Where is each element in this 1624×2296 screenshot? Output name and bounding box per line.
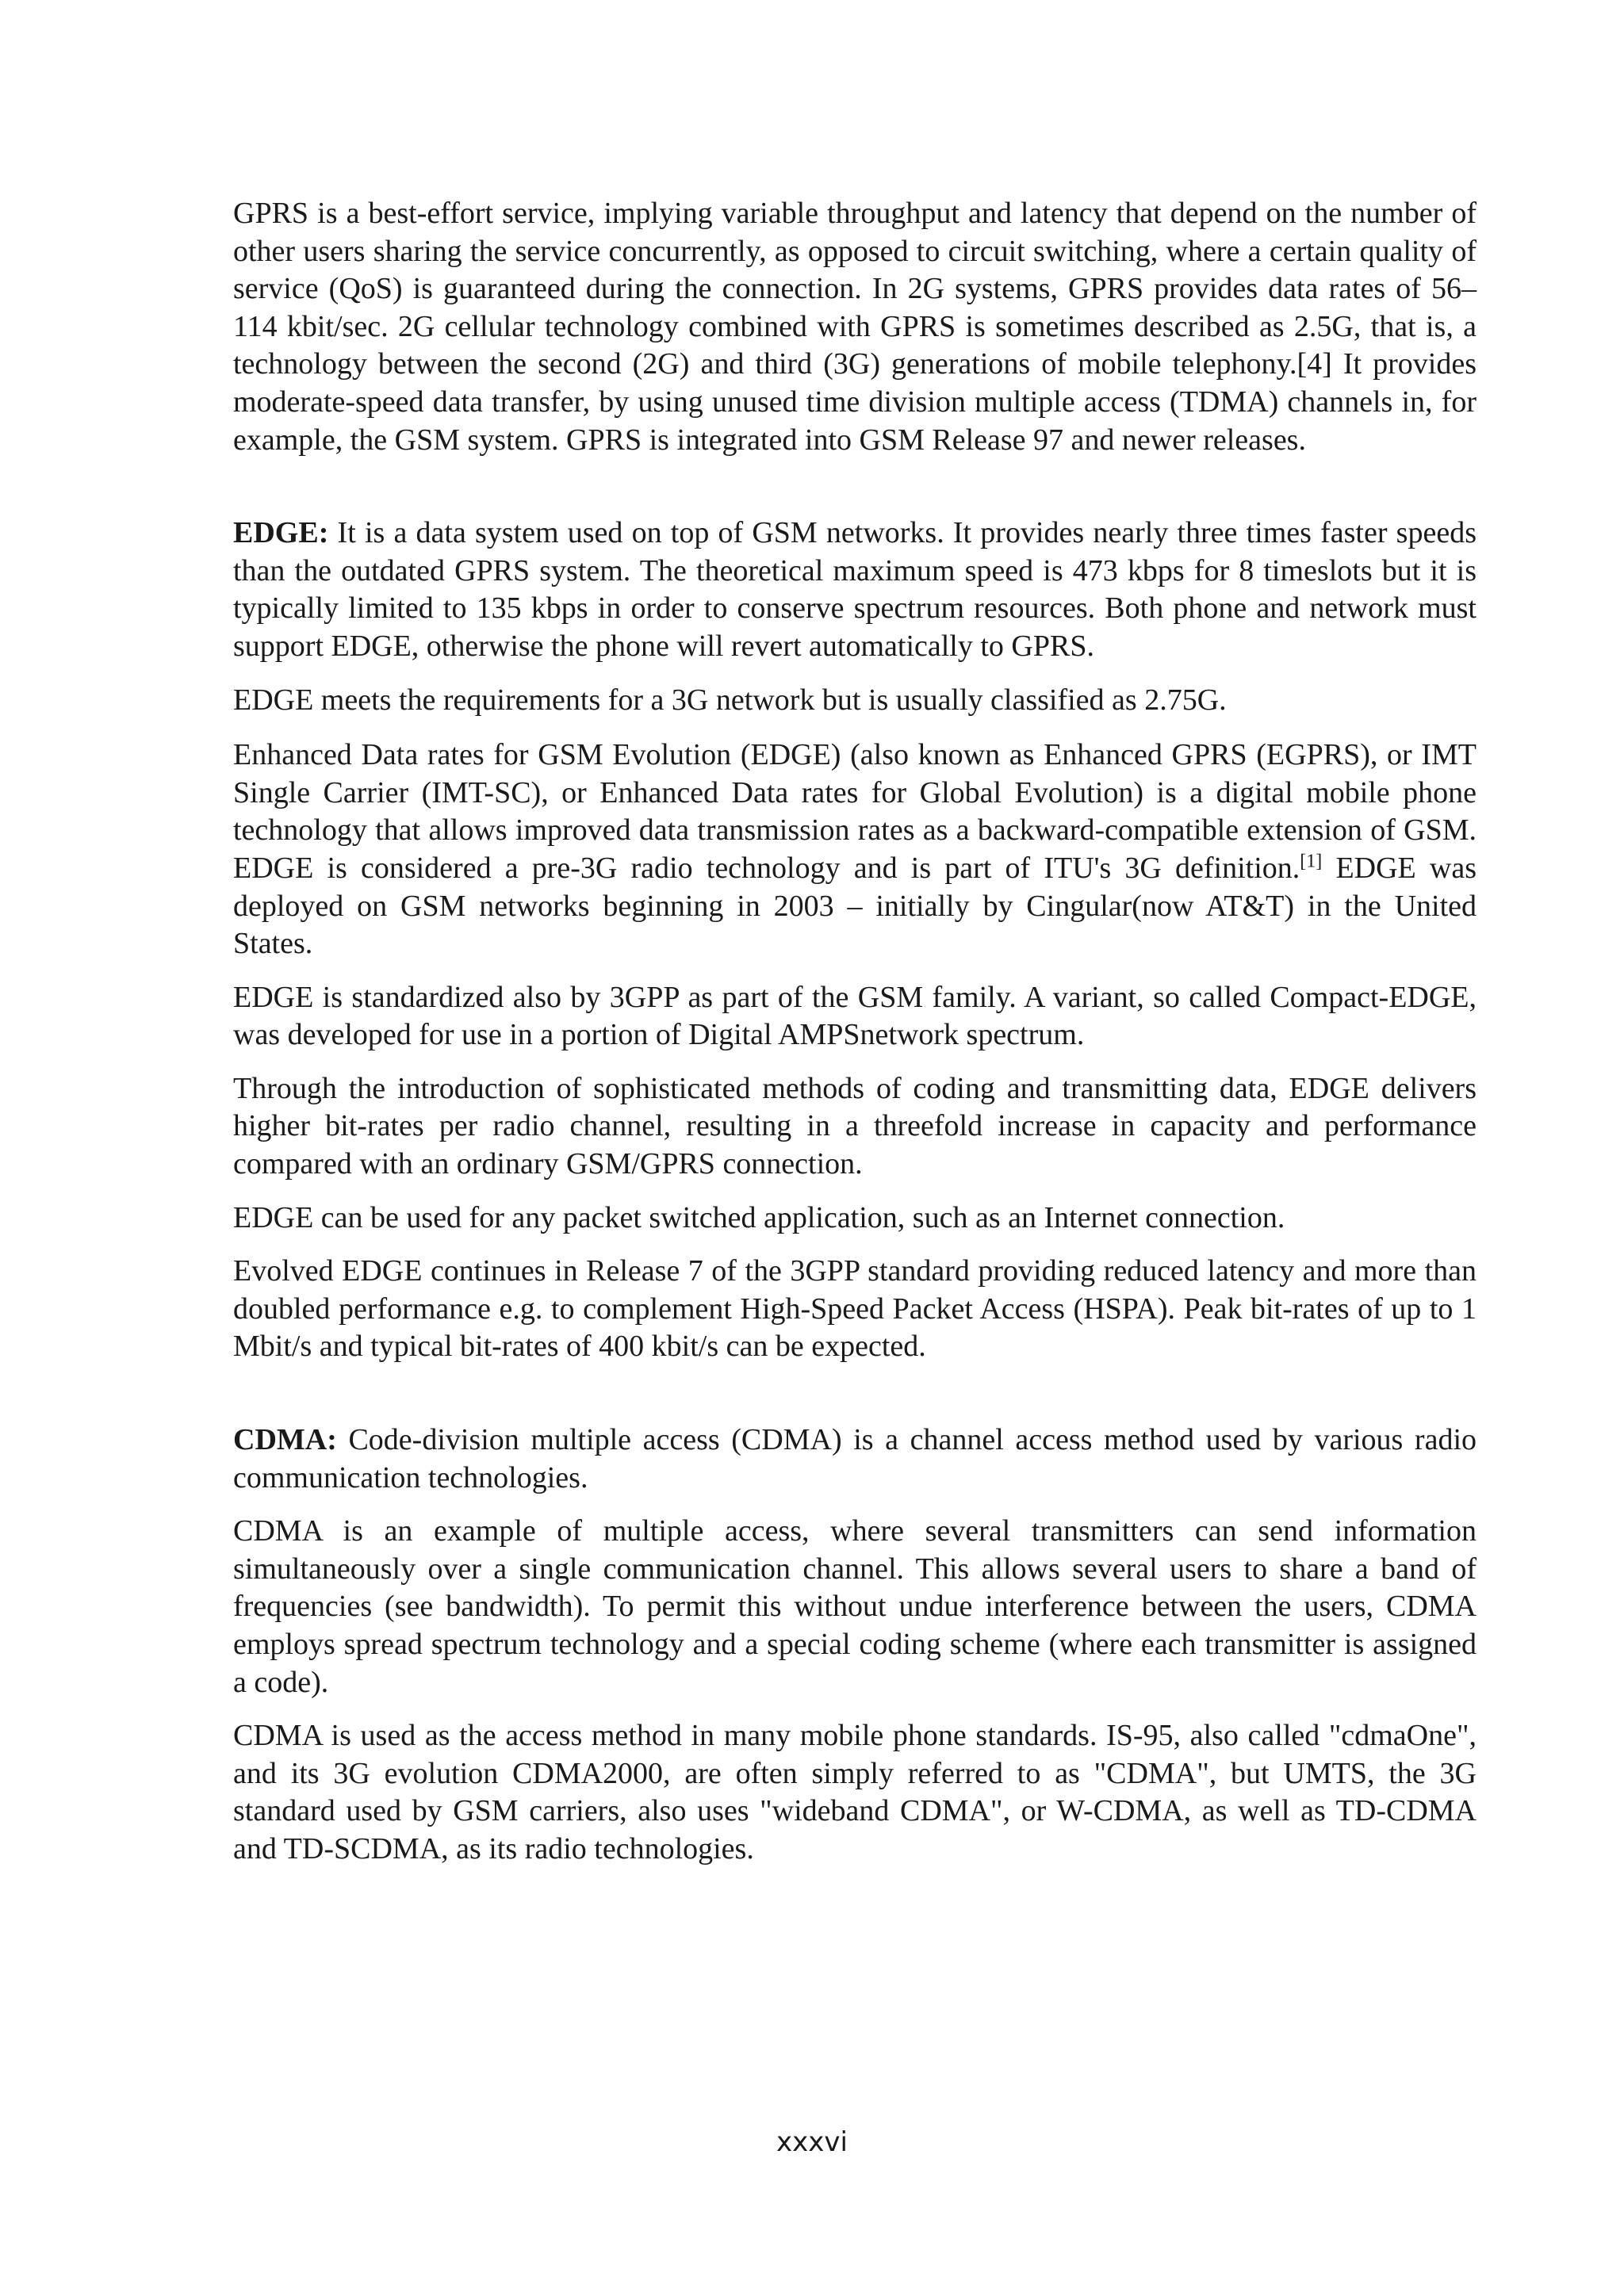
document-body	[233, 195, 1477, 1869]
edge-heading: EDGE:	[233, 516, 329, 550]
edge-definition-paragraph	[233, 737, 1477, 963]
page-number: xxxvi	[776, 2126, 848, 2158]
cdma-heading: CDMA:	[233, 1423, 337, 1457]
gprs-paragraph: GPRS is a best-effort service, implying variable throughput and latency that depend on the number of other users sharing the service concurrently, as opposed to circuit switching, where a certain quality of service (QoS) is guaranteed during the connection. In 2G systems, GPRS provides data rates of 56–114 kbit/sec. 2G cellular technology combined with GPRS is sometimes described as 2.5G, that is, a technology between the second (2G) and third (3G) generations of mobile telephony.[4] It provides moderate-speed data transfer, by using unused time division multiple access (TDMA) channels in, for example, the GSM system. GPRS is integrated into GSM Release 97 and newer releases.	[233, 197, 1477, 457]
edge-definition-text: Enhanced Data rates for GSM Evolution (EDGE) (also known as Enhanced GPRS (EGPRS), or IMT Single Carrier (IMT-SC), or Enhanced Data rates for Global Evolution) is a digital mobile phone technology that allows improved data transmission rates as a backward-compatible extension of GSM. EDGE is considered a pre-3G radio technology and is part of ITU's 3G definition.	[233, 738, 1477, 885]
edge-3g-paragraph: EDGE meets the requirements for a 3G network but is usually classified as 2.75G.	[233, 683, 1227, 717]
edge-packet-paragraph: EDGE can be used for any packet switched application, such as an Internet connection.	[233, 1200, 1285, 1234]
edge-deployment-text: EDGE was deployed on GSM networks beginning in 2003 – initially by Cingular(now AT&T) in the United States.	[233, 851, 1477, 961]
edge-intro-text: It is a data system used on top of GSM networks. It provides nearly three times faster speeds than the outdated GPRS system. The theoretical maximum speed is 473 kbps for 8 timeslots but it is typically limited to 135 kbps in order to conserve spectrum resources. Both phone and network must support EDGE, otherwise the phone will revert automatically to GPRS.	[233, 516, 1477, 663]
edge-evolved-paragraph: Evolved EDGE continues in Release 7 of the 3GPP standard providing reduced latency and more than doubled performance e.g. to complement High-Speed Packet Access (HSPA). Peak bit-rates of up to 1 Mbit/s and typical bit-rates of 400 kbit/s can be expected.	[233, 1254, 1477, 1364]
cdma-intro-paragraph	[233, 1422, 1477, 1497]
cdma-intro-text: Code-division multiple access (CDMA) is a channel access method used by various radio communication technologies.	[233, 1423, 1477, 1494]
cdma-example-paragraph: CDMA is an example of multiple access, where several transmitters can send information simultaneously over a single communication channel. This allows several users to share a band of frequencies (see bandwidth). To permit this without undue interference between the users, CDMA employs spread spectrum technology and a special coding scheme (where each transmitter is assigned a code).	[233, 1514, 1477, 1699]
edge-intro-paragraph	[233, 515, 1477, 665]
edge-coding-paragraph: Through the introduction of sophisticated methods of coding and transmitting data, EDGE delivers higher bit-rates per radio channel, resulting in a threefold increase in capacity and performance compared with an ordinary GSM/GPRS connection.	[233, 1071, 1477, 1181]
cdma-standards-paragraph: CDMA is used as the access method in many mobile phone standards. IS-95, also called "cdmaOne", and its 3G evolution CDMA2000, are often simply referred to as "CDMA", but UMTS, the 3G standard used by GSM carriers, also uses "wideband CDMA", or W-CDMA, as well as TD-CDMA and TD-SCDMA, as its radio technologies.	[233, 1719, 1477, 1866]
footnote-reference: [1]	[1300, 851, 1323, 872]
edge-standard-paragraph: EDGE is standardized also by 3GPP as part of the GSM family. A variant, so called Compact-EDGE, was developed for use in a portion of Digital AMPSnetwork spectrum.	[233, 980, 1477, 1052]
